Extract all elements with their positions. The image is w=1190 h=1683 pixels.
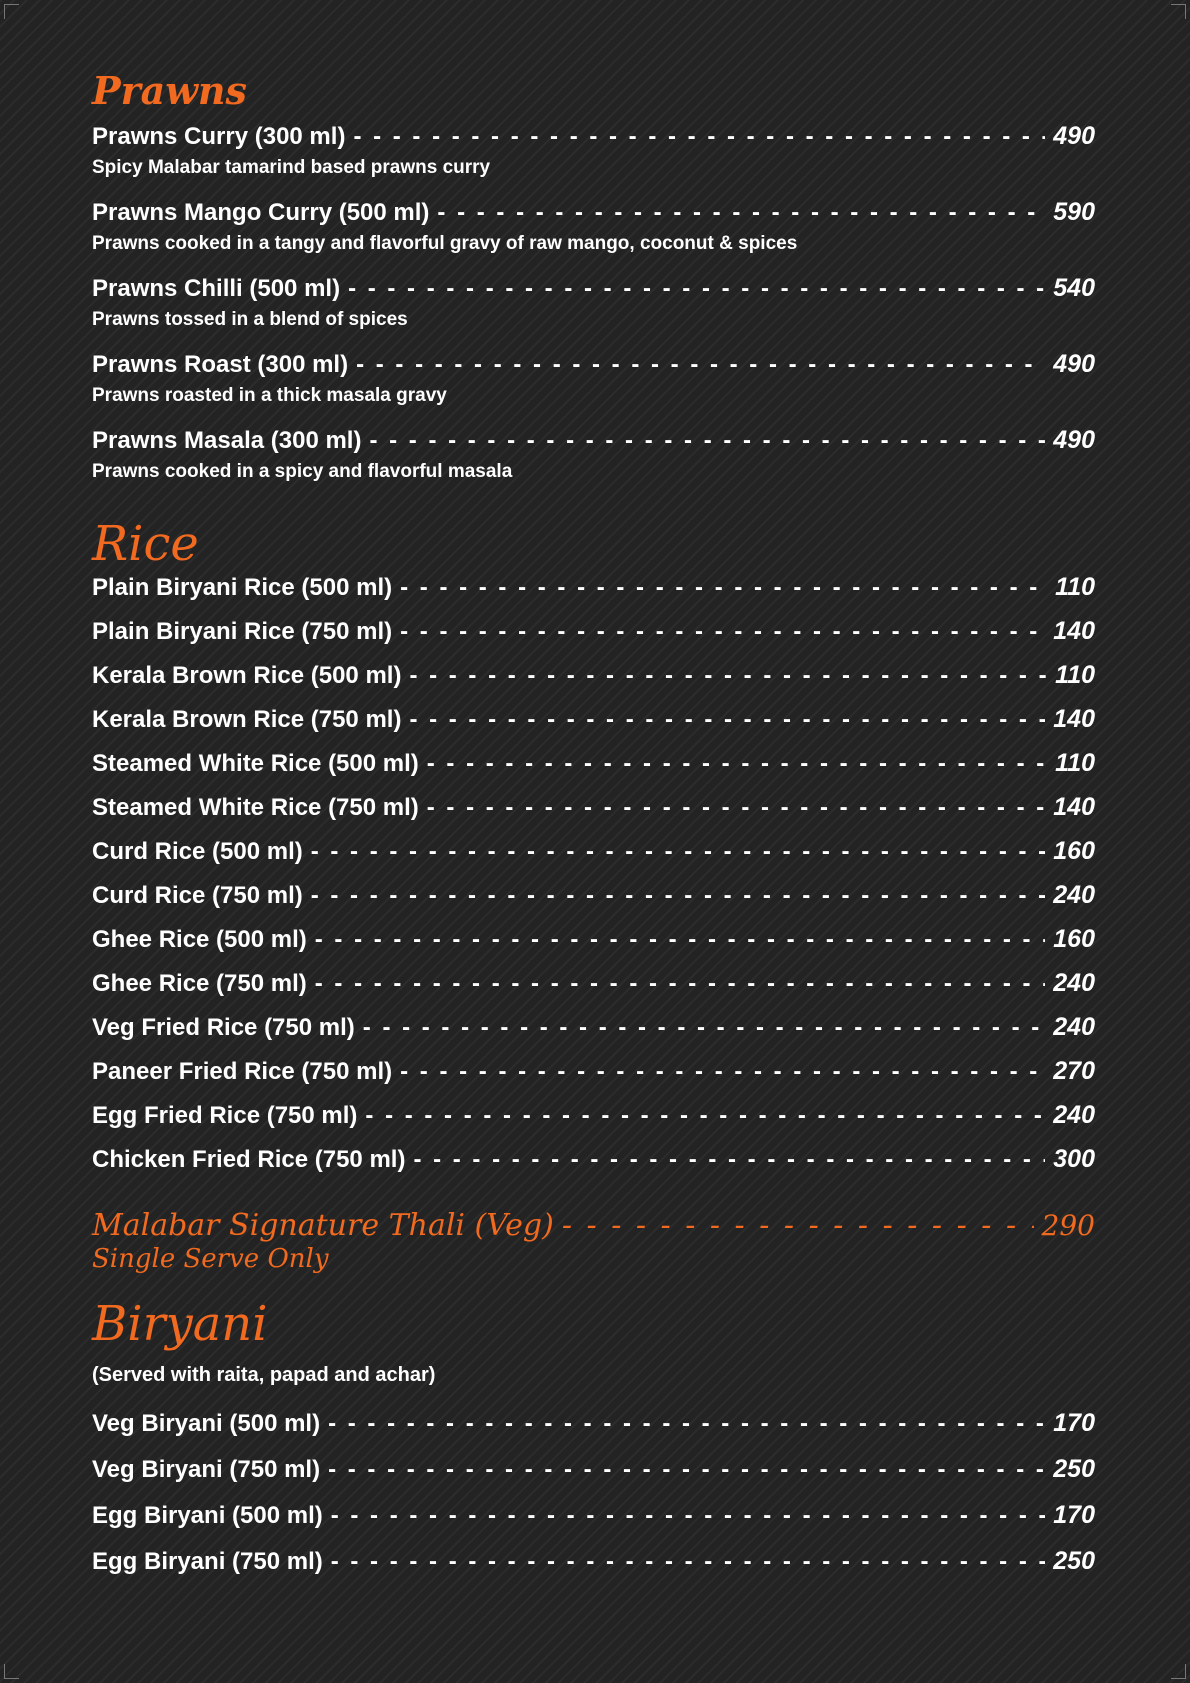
menu-item-ghee-rice-500 bbox=[92, 925, 1095, 954]
item-name: Curd Rice (500 ml) bbox=[92, 838, 303, 865]
menu-item-chicken-fried-rice-750 bbox=[92, 1145, 1095, 1174]
menu-item-veg-biryani-500 bbox=[92, 1409, 1095, 1438]
dot-leader bbox=[328, 1456, 1045, 1484]
dot-leader bbox=[315, 926, 1046, 954]
item-price: 140 bbox=[1053, 705, 1095, 733]
crop-mark-top-right bbox=[1171, 4, 1186, 19]
dot-leader bbox=[363, 1014, 1046, 1042]
item-name: Prawns Chilli (500 ml) bbox=[92, 275, 341, 302]
menu-item-veg-biryani-750 bbox=[92, 1455, 1095, 1484]
item-price: 240 bbox=[1053, 1013, 1095, 1041]
item-price: 300 bbox=[1053, 1145, 1095, 1173]
item-price: 110 bbox=[1055, 661, 1095, 689]
item-price: 140 bbox=[1053, 793, 1095, 821]
menu-item-prawns-chilli bbox=[92, 274, 1095, 303]
item-name: Veg Fried Rice (750 ml) bbox=[92, 1014, 355, 1041]
item-price: 240 bbox=[1053, 969, 1095, 997]
dot-leader bbox=[311, 838, 1046, 866]
menu-item-ghee-rice-750 bbox=[92, 969, 1095, 998]
item-name: Prawns Masala (300 ml) bbox=[92, 427, 362, 454]
menu-item-egg-biryani-500 bbox=[92, 1501, 1095, 1530]
item-name: Steamed White Rice (500 ml) bbox=[92, 750, 419, 777]
item-price: 160 bbox=[1053, 837, 1095, 865]
crop-mark-top-left bbox=[4, 4, 19, 19]
item-price: 490 bbox=[1053, 122, 1095, 150]
item-name: Veg Biryani (750 ml) bbox=[92, 1456, 321, 1483]
menu-item-kerala-brown-rice-500 bbox=[92, 661, 1095, 690]
item-description: Prawns cooked in a tangy and flavorful gravy of raw mango, coconut & spices bbox=[92, 233, 798, 254]
dot-leader bbox=[400, 574, 1047, 602]
dot-leader bbox=[413, 1146, 1045, 1174]
dot-leader bbox=[353, 123, 1045, 151]
dot-leader bbox=[437, 199, 1045, 227]
menu-item-veg-fried-rice-750 bbox=[92, 1013, 1095, 1042]
item-name: Ghee Rice (750 ml) bbox=[92, 970, 307, 997]
item-price: 270 bbox=[1053, 1057, 1095, 1085]
section-title-biryani: Biryani bbox=[92, 1296, 268, 1352]
item-name: Egg Fried Rice (750 ml) bbox=[92, 1102, 358, 1129]
menu-item-kerala-brown-rice-750 bbox=[92, 705, 1095, 734]
item-name: Plain Biryani Rice (750 ml) bbox=[92, 618, 393, 645]
dot-leader bbox=[315, 970, 1046, 998]
thali-note: Single Serve Only bbox=[92, 1244, 329, 1274]
dot-leader bbox=[356, 351, 1045, 379]
menu-item-plain-biryani-rice-750 bbox=[92, 617, 1095, 646]
menu-item-curd-rice-750 bbox=[92, 881, 1095, 910]
item-name: Malabar Signature Thali (Veg) bbox=[92, 1208, 554, 1243]
menu-item-steamed-white-rice-500 bbox=[92, 749, 1095, 778]
item-name: Ghee Rice (500 ml) bbox=[92, 926, 307, 953]
item-name: Prawns Curry (300 ml) bbox=[92, 123, 346, 150]
menu-item-paneer-fried-rice-750 bbox=[92, 1057, 1095, 1086]
item-name: Prawns Mango Curry (500 ml) bbox=[92, 199, 430, 226]
item-price: 240 bbox=[1053, 881, 1095, 909]
item-price: 110 bbox=[1055, 749, 1095, 777]
item-price: 240 bbox=[1053, 1101, 1095, 1129]
menu-item-prawns-curry bbox=[92, 122, 1095, 151]
menu-item-egg-biryani-750 bbox=[92, 1547, 1095, 1576]
item-name: Prawns Roast (300 ml) bbox=[92, 351, 349, 378]
item-price: 250 bbox=[1053, 1455, 1095, 1483]
menu-item-curd-rice-500 bbox=[92, 837, 1095, 866]
item-price: 140 bbox=[1053, 617, 1095, 645]
item-price: 540 bbox=[1053, 274, 1095, 302]
dot-leader bbox=[331, 1548, 1046, 1576]
item-description: Prawns cooked in a spicy and flavorful masala bbox=[92, 461, 513, 482]
dot-leader bbox=[409, 662, 1047, 690]
menu-item-prawns-masala bbox=[92, 426, 1095, 455]
menu-item-prawns-mango-curry bbox=[92, 198, 1095, 227]
dot-leader bbox=[348, 275, 1045, 303]
dot-leader bbox=[427, 794, 1046, 822]
crop-mark-bottom-right bbox=[1171, 1664, 1186, 1679]
item-description: Prawns tossed in a blend of spices bbox=[92, 309, 408, 330]
dot-leader bbox=[427, 750, 1047, 778]
menu-item-malabar-signature-thali bbox=[92, 1208, 1095, 1243]
dot-leader bbox=[365, 1102, 1045, 1130]
menu-item-steamed-white-rice-750 bbox=[92, 793, 1095, 822]
item-name: Egg Biryani (500 ml) bbox=[92, 1502, 323, 1529]
item-price: 490 bbox=[1053, 426, 1095, 454]
item-name: Chicken Fried Rice (750 ml) bbox=[92, 1146, 406, 1173]
item-name: Kerala Brown Rice (750 ml) bbox=[92, 706, 402, 733]
section-title-prawns: Prawns bbox=[92, 68, 247, 113]
item-price: 250 bbox=[1053, 1547, 1095, 1575]
item-name: Plain Biryani Rice (500 ml) bbox=[92, 574, 393, 601]
item-description: Spicy Malabar tamarind based prawns curry bbox=[92, 157, 491, 178]
item-price: 170 bbox=[1053, 1501, 1095, 1529]
menu-item-prawns-roast bbox=[92, 350, 1095, 379]
item-price: 110 bbox=[1055, 573, 1095, 601]
item-price: 490 bbox=[1053, 350, 1095, 378]
menu-item-plain-biryani-rice-500 bbox=[92, 573, 1095, 602]
item-price: 170 bbox=[1053, 1409, 1095, 1437]
dot-leader bbox=[400, 618, 1045, 646]
item-description: Prawns roasted in a thick masala gravy bbox=[92, 385, 447, 406]
crop-mark-bottom-left bbox=[4, 1664, 19, 1679]
item-name: Veg Biryani (500 ml) bbox=[92, 1410, 321, 1437]
item-name: Egg Biryani (750 ml) bbox=[92, 1548, 323, 1575]
biryani-served-with-note: (Served with raita, papad and achar) bbox=[92, 1364, 436, 1386]
dot-leader bbox=[328, 1410, 1045, 1438]
item-price: 590 bbox=[1053, 198, 1095, 226]
section-title-rice: Rice bbox=[92, 516, 199, 572]
item-name: Paneer Fried Rice (750 ml) bbox=[92, 1058, 393, 1085]
item-name: Steamed White Rice (750 ml) bbox=[92, 794, 419, 821]
dot-leader bbox=[369, 427, 1045, 455]
menu-item-egg-fried-rice-750 bbox=[92, 1101, 1095, 1130]
dot-leader bbox=[331, 1502, 1046, 1530]
dot-leader bbox=[400, 1058, 1045, 1086]
item-name: Kerala Brown Rice (500 ml) bbox=[92, 662, 402, 689]
dot-leader bbox=[409, 706, 1045, 734]
item-price: 290 bbox=[1041, 1209, 1095, 1242]
dot-leader bbox=[311, 882, 1046, 910]
item-name: Curd Rice (750 ml) bbox=[92, 882, 303, 909]
dot-leader bbox=[562, 1208, 1034, 1243]
item-price: 160 bbox=[1053, 925, 1095, 953]
